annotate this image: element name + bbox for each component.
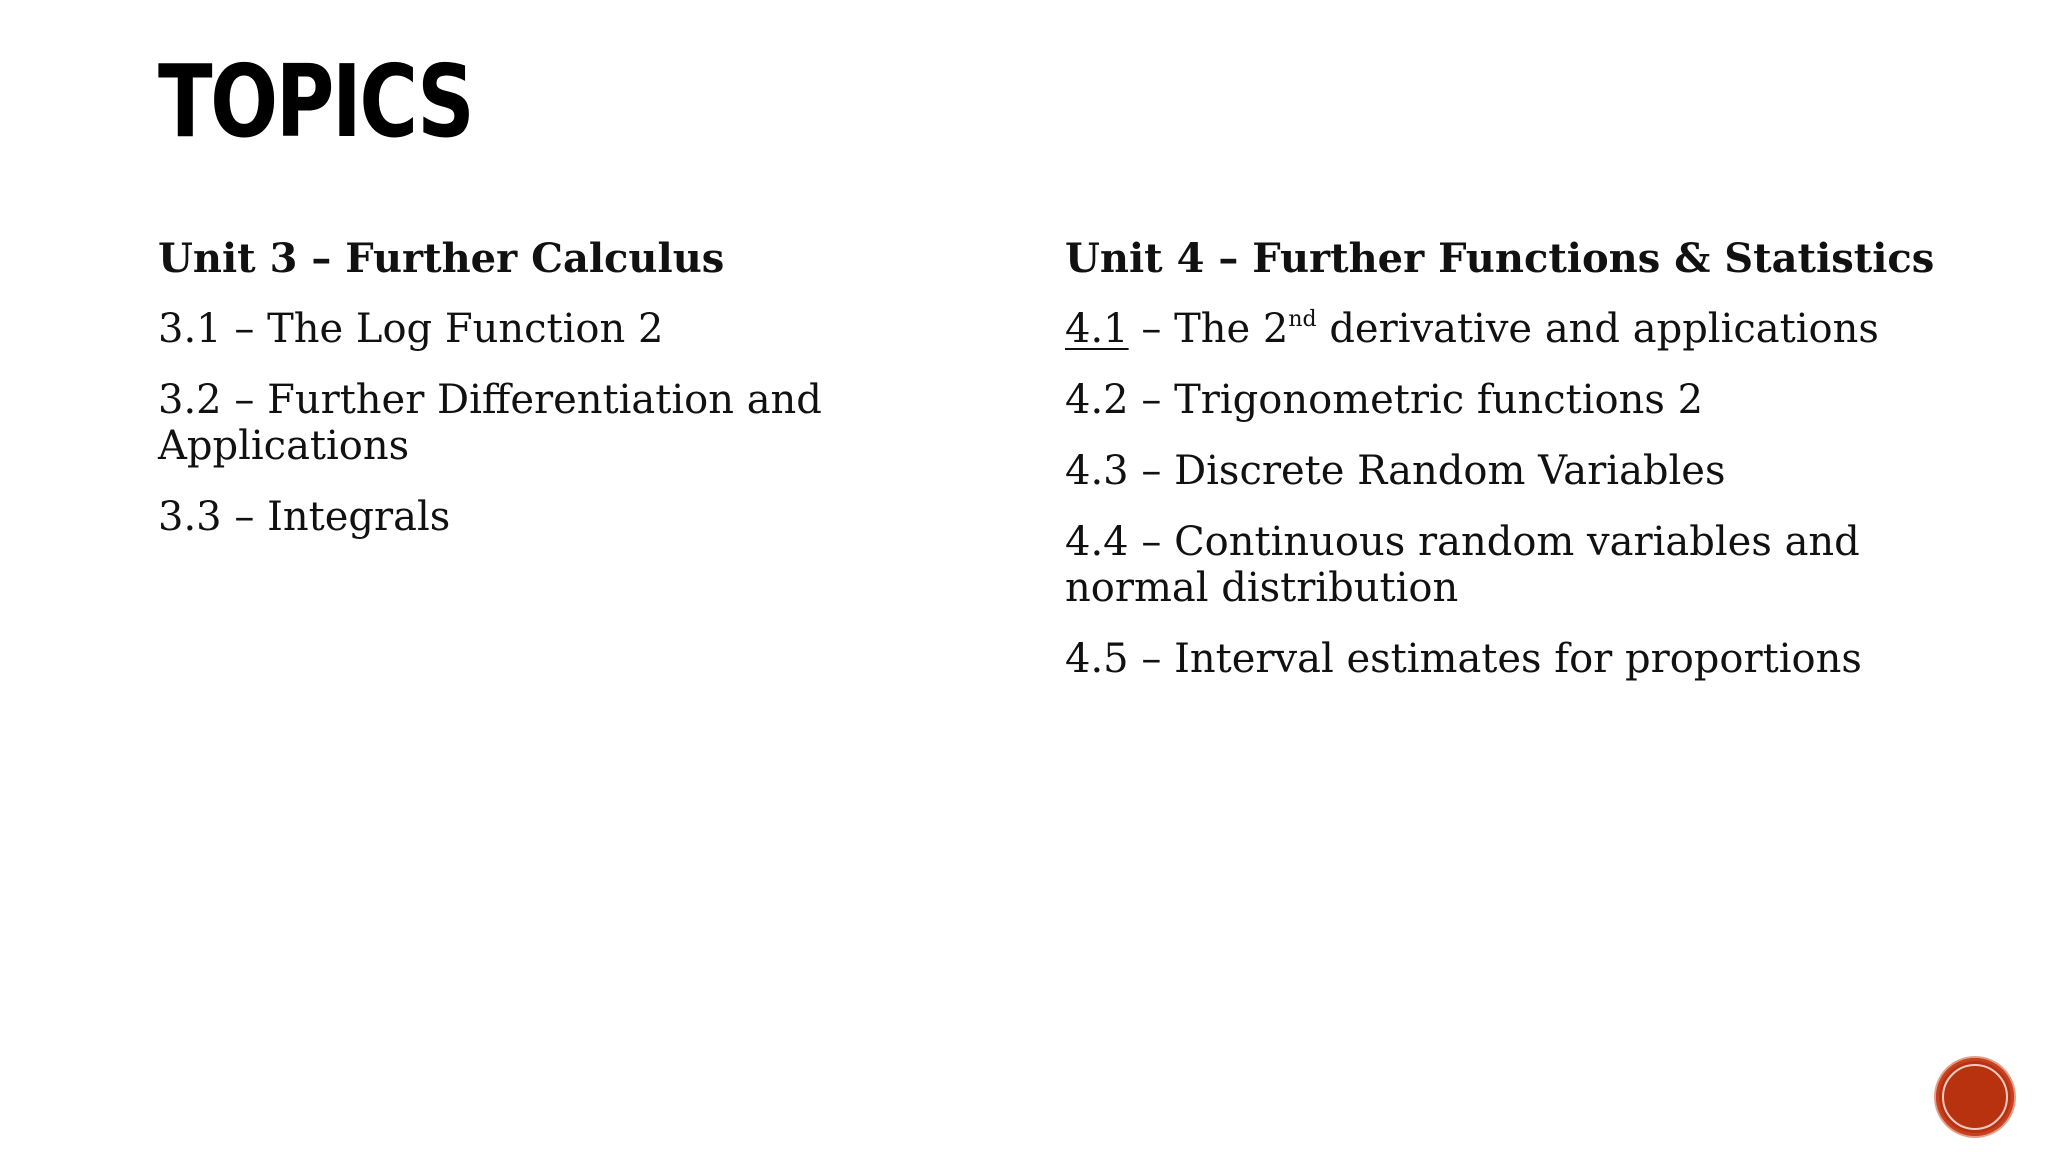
topic-number: 4.5 [1065, 636, 1129, 682]
topic-number: 3.2 [158, 377, 222, 423]
topic-text: Integrals [267, 494, 451, 540]
unit-3-column [158, 234, 1018, 565]
topic-separator: – [1128, 519, 1175, 565]
topic-3-1 [158, 306, 858, 352]
topic-separator: – [221, 377, 268, 423]
topic-number: 3.1 [158, 306, 222, 352]
topic-text: Interval estimates for proportions [1174, 636, 1862, 682]
topic-3-3 [158, 494, 858, 540]
topic-3-2 [158, 377, 858, 469]
unit-4-heading: Unit 4 – Further Functions & Statistics [1065, 235, 1935, 282]
topic-text-before: The 2 [1174, 306, 1289, 352]
topic-separator: – [221, 306, 268, 352]
topic-4-5 [1065, 636, 1885, 682]
topic-number: 3.3 [158, 494, 222, 540]
unit-3-heading: Unit 3 – Further Calculus [158, 235, 725, 282]
topic-4-4 [1065, 519, 1885, 611]
topic-separator: – [1128, 448, 1175, 494]
topic-separator: – [221, 494, 268, 540]
topic-number: 4.2 [1065, 377, 1129, 423]
topic-text: Trigonometric functions 2 [1174, 377, 1704, 423]
topic-number: 4.4 [1065, 519, 1129, 565]
topic-4-2 [1065, 377, 1885, 423]
topic-separator: – [1128, 636, 1175, 682]
topic-4-1 [1065, 306, 1885, 352]
topic-text: Discrete Random Variables [1174, 448, 1726, 494]
topic-4-3 [1065, 448, 1885, 494]
topic-text: Further Differentiation and Applications [158, 377, 822, 469]
topic-number-link[interactable]: 4.1 [1065, 306, 1129, 352]
topic-text-after: derivative and applications [1316, 306, 1879, 352]
topic-text: Continuous random variables and normal distribution [1065, 519, 1860, 611]
topic-number: 4.3 [1065, 448, 1129, 494]
unit-4-column [1065, 234, 2015, 707]
topic-separator: – [1128, 377, 1175, 423]
slide-title: TOPICS [158, 43, 473, 160]
topic-separator: – [1128, 306, 1175, 352]
topic-text: The Log Function 2 [267, 306, 664, 352]
decorative-circle-icon [1936, 1058, 2014, 1136]
ordinal-superscript: nd [1288, 307, 1317, 332]
